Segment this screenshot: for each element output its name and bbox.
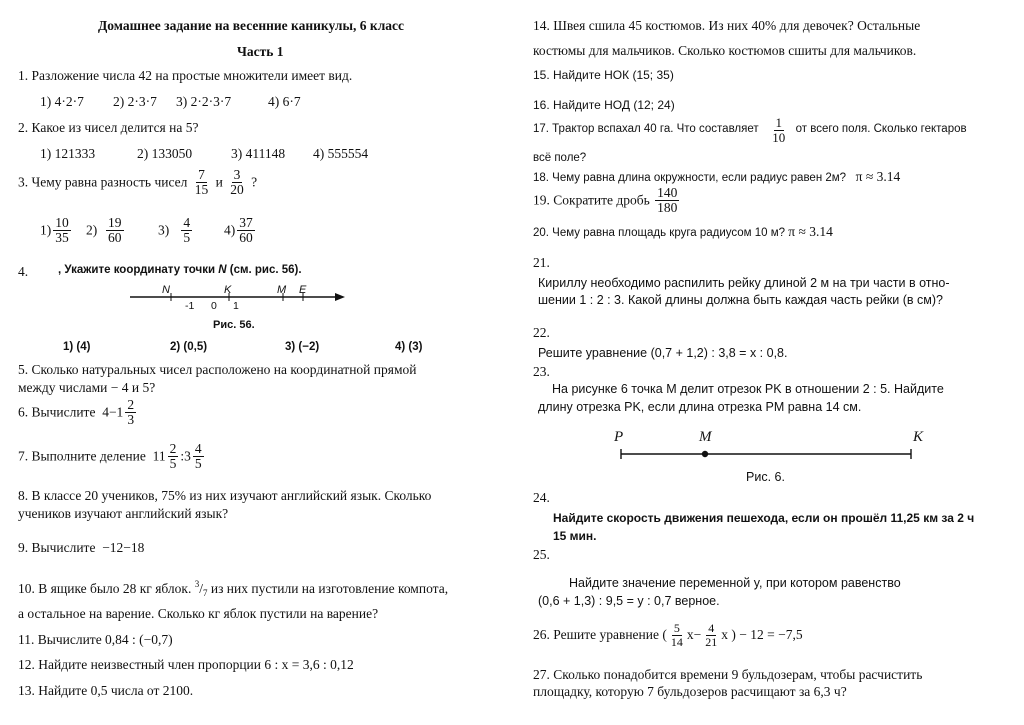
segment-label-m: M (699, 429, 712, 445)
q15-text: 15. Найдите НОК (15; 35) (533, 68, 674, 82)
q17-text-line2: всё поле? (533, 152, 587, 164)
q4-number: 4. (18, 264, 29, 279)
q10-text-line2: а остальное на варение. Сколько кг яблок пустили на варение? (18, 606, 379, 621)
part-heading: Часть 1 (237, 44, 284, 59)
segment-label-p: P (614, 429, 624, 445)
q5-text-line1: 5. Сколько натуральных чисел расположено на координатной прямой (18, 362, 417, 377)
q25-text-line1: Найдите значение переменной y, при котором равенство (569, 576, 901, 590)
q21-text-line2: шении 1 : 2 : 3. Какой длины должна быть каждая часть рейки (в см)? (538, 293, 943, 307)
q1-option-3: 3) 2·2·3·7 (176, 94, 232, 109)
q3-fraction-1: $\frac{7}{15}$ (194, 167, 209, 198)
q14-text-line2: костюмы для мальчиков. Сколько костюмов сшиты для мальчиков. (533, 43, 917, 58)
q12-text: 12. Найдите неизвестный член пропорции 6 : x = 3,6 : 0,12 (18, 657, 354, 672)
q3-question: 3. Чему равна разность чисел $\frac{7}{15}$ и $\frac{3}{20}$ ? (18, 167, 258, 198)
q16-text: 16. Найдите НОД (12; 24) (533, 98, 675, 112)
axis-letter-m: M (277, 284, 287, 296)
q27-text-line1: 27. Сколько понадобится времени 9 бульдозерам, чтобы расчистить (533, 667, 923, 682)
axis-letter-k: K (224, 284, 232, 296)
q2-option-3: 3) 411148 (231, 146, 286, 161)
q21-number: 21. (533, 255, 550, 270)
q11-text: 11. Вычислите 0,84 : (−0,7) (18, 632, 173, 647)
q8-text-line2: учеников изучают английский язык? (18, 506, 229, 521)
segment-label-k: K (913, 429, 924, 445)
q3-option-1: 1) $\frac{10}{35}$ (40, 215, 69, 246)
q2-option-1: 1) 121333 (40, 146, 96, 161)
q14-text-line1: 14. Швея сшила 45 костюмов. Из них 40% для девочек? Остальные (533, 18, 921, 33)
q19-question: 19. Сократите дробь $\frac{140}{180}$ (533, 185, 678, 216)
q9-question: 9. Вычислите −12−18 (18, 540, 145, 555)
q22-number: 22. (533, 325, 550, 340)
q1-option-1: 1) 4·2·7 (40, 94, 84, 109)
q2-option-2: 2) 133050 (137, 146, 193, 161)
q1-option-4: 4) 6·7 (268, 94, 301, 109)
q4-figure-caption: Рис. 56. (213, 319, 255, 331)
q4-option-3: 3) (−2) (285, 341, 320, 353)
q8-text-line1: 8. В классе 20 учеников, 75% из них изучают английский язык. Сколько (18, 488, 432, 503)
q18-question: 18. Чему равна длина окружности, если радиус равен 2м? π ≈ 3.14 (533, 169, 901, 184)
q23-segment-figure (615, 446, 915, 462)
q3-option-2: 2) $\frac{19}{60}$ (86, 215, 122, 246)
q13-text: 13. Найдите 0,5 числа от 2100. (18, 683, 194, 698)
axis-tick-zero: 0 (211, 300, 217, 312)
q25-number: 25. (533, 547, 550, 562)
q2-option-4: 4) 555554 (313, 146, 369, 161)
q4-option-4: 4) (3) (395, 341, 423, 353)
q7-question: 7. Выполните деление 11 $\frac{2}{5}$ :3 $\frac{4}{5}$ (18, 441, 202, 472)
q27-text-line2: площадку, которую 7 бульдозеров расчищают за 6,3 ч? (533, 684, 847, 699)
axis-tick-one: 1 (233, 300, 239, 312)
q4-option-1: 1) (4) (63, 341, 91, 353)
arrow-right-icon (335, 293, 345, 301)
point-m-marker (702, 451, 708, 457)
q10-text-line1: 10. В ящике было 28 кг яблок. $^3/_7$ из них пустили на изготовление компота, (18, 579, 449, 598)
q4-option-2: 2) (0,5) (170, 341, 208, 353)
q24-text-line2: 15 мин. (553, 529, 597, 543)
q23-number: 23. (533, 364, 550, 379)
q23-figure-caption: Рис. 6. (746, 470, 785, 484)
axis-letter-n: N (162, 284, 170, 296)
q4-question: , Укажите координату точки N (см. рис. 56). (58, 264, 302, 276)
q1-option-2: 2) 2·3·7 (113, 94, 157, 109)
q3-option-3: 3) $\frac{4}{5}$ (158, 215, 191, 246)
q5-text-line2: между числами − 4 и 5? (18, 380, 156, 395)
q1-text: 1. Разложение числа 42 на простые множители имеет вид. (18, 68, 353, 83)
axis-tick-minus-one: -1 (185, 300, 195, 312)
q23-text-line1: На рисунке 6 точка M делит отрезок PK в отношении 2 : 5. Найдите (552, 382, 944, 396)
axis-letter-e: E (299, 284, 307, 296)
q6-question: 6. Вычислите 4−1 $\frac{2}{3}$ (18, 397, 135, 428)
q20-question: 20. Чему равна площадь круга радиусом 10 м? π ≈ 3.14 (533, 224, 833, 239)
q24-text-line1: Найдите скорость движения пешехода, если он прошёл 11,25 км за 2 ч (553, 511, 975, 525)
q3-option-4: 4) $\frac{37}{60}$ (224, 215, 253, 246)
q22-text: Решите уравнение (0,7 + 1,2) : 3,8 = x : 0,8. (538, 346, 788, 360)
q3-fraction-2: $\frac{3}{20}$ (230, 167, 244, 198)
q23-text-line2: длину отрезка PK, если длина отрезка PM равна 14 см. (538, 400, 862, 414)
q26-question: 26. Решите уравнение ( $\frac{5}{14}$ x− $\frac{4}{21}$ x ) − 12 = −7,5 (533, 621, 803, 649)
q25-text-line2: (0,6 + 1,3) : 9,5 = y : 0,7 верное. (538, 594, 720, 608)
q17-question: 17. Трактор вспахал 40 га. Что составляет $\frac{1}{10}$ от всего поля. Сколько гектаров (533, 115, 967, 145)
q21-text-line1: Кириллу необходимо распилить рейку длиной 2 м на три части в отно- (538, 276, 950, 290)
q2-text: 2. Какое из чисел делится на 5? (18, 120, 199, 135)
q24-number: 24. (533, 490, 550, 505)
page-title: Домашнее задание на весенние каникулы, 6 класс (98, 18, 405, 33)
